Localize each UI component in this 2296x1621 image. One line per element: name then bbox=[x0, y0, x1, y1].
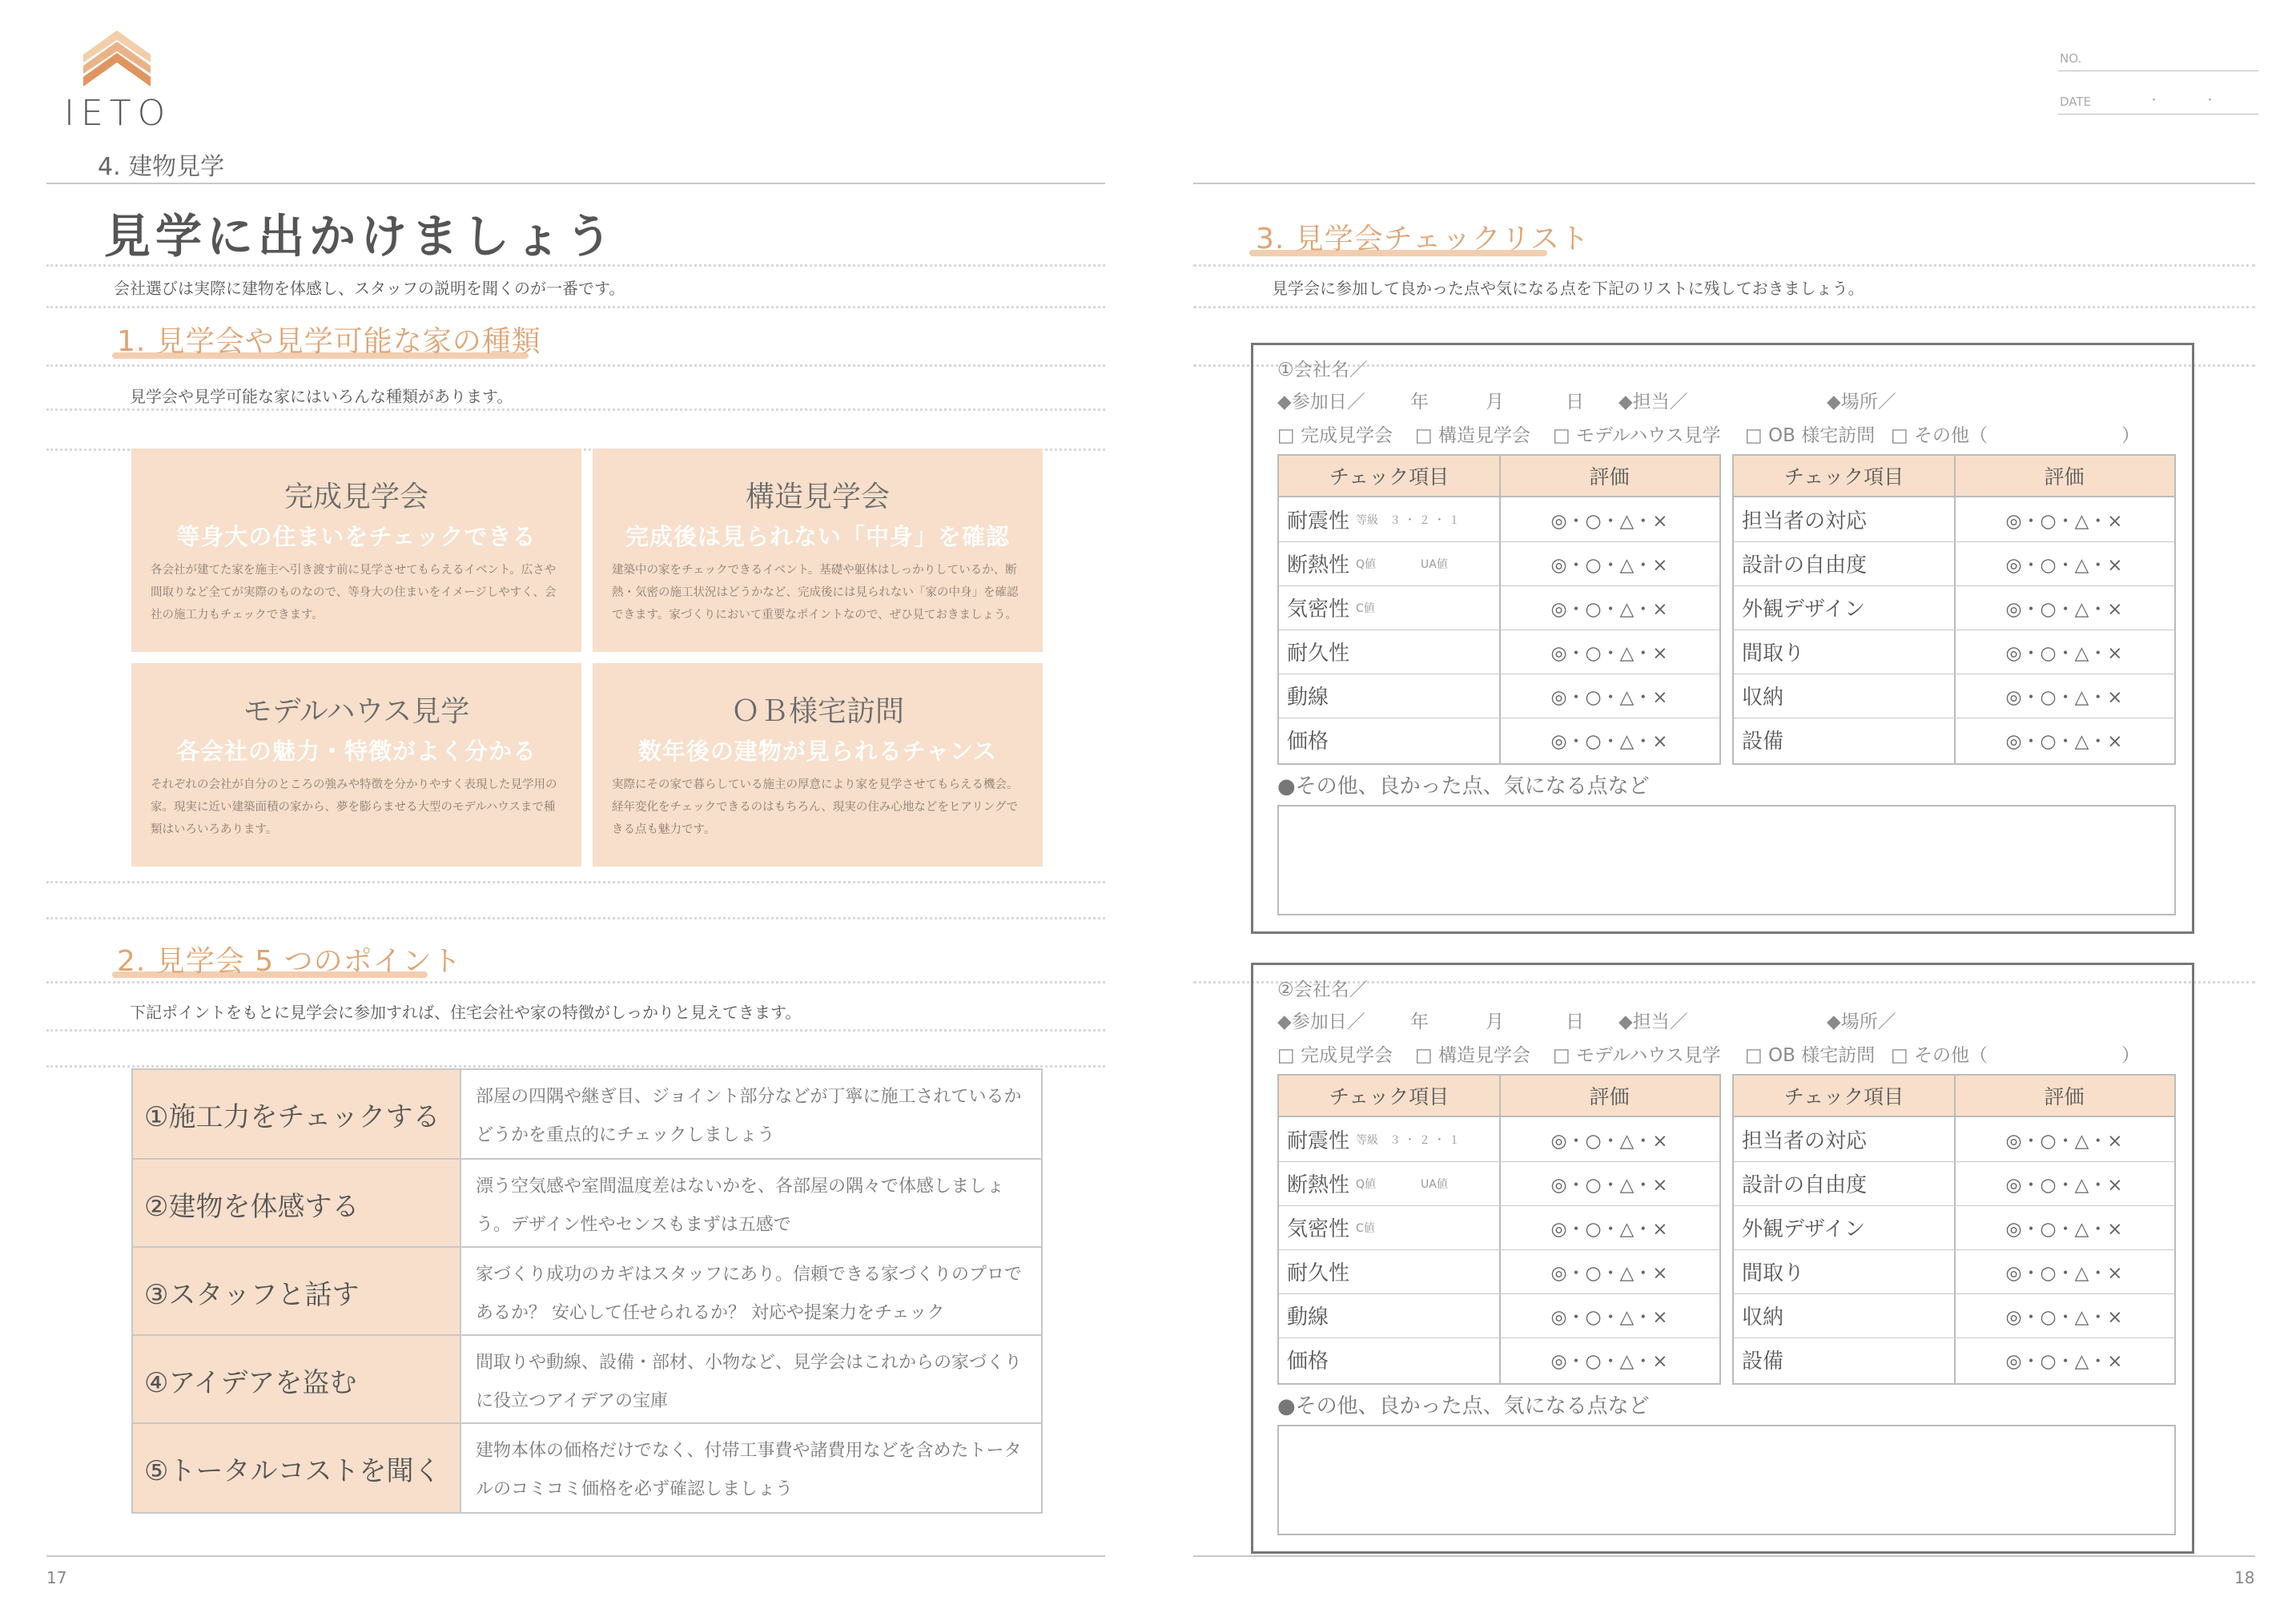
eval-options[interactable]: ◎・○・△・× bbox=[2005, 1351, 2123, 1372]
type-checkbox-model[interactable]: □ モデルハウス見学 bbox=[1553, 425, 1721, 446]
checklist-form-2 bbox=[1251, 963, 2194, 1554]
check-item: 動線 bbox=[1287, 1305, 1329, 1329]
no-label: NO. bbox=[2060, 51, 2082, 66]
date-separator: ・ bbox=[2148, 93, 2161, 107]
table-row bbox=[1279, 1293, 1719, 1338]
visit-date-field[interactable]: ◆参加日／ bbox=[1277, 1012, 1365, 1032]
table-row bbox=[1734, 497, 2174, 542]
month-label: 月 bbox=[1486, 1012, 1504, 1032]
eval-options[interactable]: ◎・○・△・× bbox=[1550, 731, 1668, 752]
check-table-right bbox=[1732, 454, 2176, 765]
eval-options[interactable]: ◎・○・△・× bbox=[2005, 511, 2123, 532]
staff-field[interactable]: ◆担当／ bbox=[1618, 392, 1688, 412]
item-note: 等級 ３ ・ ２ ・ １ bbox=[1356, 513, 1460, 527]
eval-options[interactable]: ◎・○・△・× bbox=[1550, 511, 1668, 532]
notes-textarea[interactable] bbox=[1277, 805, 2176, 915]
eval-options[interactable]: ◎・○・△・× bbox=[1550, 555, 1668, 576]
card-title: 構造見学会 bbox=[745, 481, 890, 513]
item-note: 等級 ３ ・ ２ ・ １ bbox=[1356, 1133, 1460, 1147]
eval-options[interactable]: ◎・○・△・× bbox=[1550, 1219, 1668, 1240]
dotted-line bbox=[46, 364, 1105, 367]
eval-options[interactable]: ◎・○・△・× bbox=[1550, 599, 1668, 620]
check-item: 設備 bbox=[1742, 730, 1784, 754]
type-checkbox-ob[interactable]: □ OB 様宅訪問 bbox=[1745, 425, 1876, 446]
check-item: 気密性 bbox=[1287, 597, 1350, 621]
point-label: ①施工力をチェックする bbox=[133, 1070, 461, 1158]
table-row bbox=[1734, 718, 2174, 762]
eval-options[interactable]: ◎・○・△・× bbox=[1550, 1263, 1668, 1284]
checklist-heading: 3. 見学会チェックリスト bbox=[1256, 223, 1590, 255]
card-model-house bbox=[131, 663, 581, 867]
check-item: 価格 bbox=[1287, 1349, 1329, 1374]
check-item: 耐震性 bbox=[1287, 509, 1350, 533]
dotted-line bbox=[46, 264, 1105, 267]
item-note: C値 bbox=[1356, 601, 1375, 615]
place-field[interactable]: ◆場所／ bbox=[1827, 1012, 1896, 1032]
checklist-lead: 見学会に参加して良かった点や気になる点を下記のリストに残しておきましょう。 bbox=[1272, 279, 1864, 298]
table-row bbox=[1279, 629, 1719, 674]
card-body: 各会社が建てた家を施主へ引き渡す前に見学させてもらえるイベント。広さや間取りなど全てが実際のものなので、等身大の住まいをイメージしやすく、会社の施工力もチェックできます。 bbox=[151, 564, 557, 621]
table-row bbox=[133, 1070, 1041, 1158]
point-label: ⑤トータルコストを聞く bbox=[133, 1424, 461, 1512]
notes-textarea[interactable] bbox=[1277, 1425, 2176, 1535]
check-item: 耐久性 bbox=[1287, 642, 1350, 666]
section-label: 4. 建物見学 bbox=[98, 153, 225, 181]
type-checkbox-other[interactable]: □ その他（ bbox=[1891, 425, 1988, 446]
section-2-lead: 下記ポイントをもとに見学会に参加すれば、住宅会社や家の特徴がしっかりと見えてきます。 bbox=[130, 1003, 802, 1022]
check-item: 動線 bbox=[1287, 686, 1329, 710]
eval-options[interactable]: ◎・○・△・× bbox=[1550, 643, 1668, 664]
table-row bbox=[1279, 1117, 1719, 1162]
table-row bbox=[1279, 1249, 1719, 1294]
check-item: 担当者の対応 bbox=[1742, 509, 1868, 533]
page-title: 見学に出かけましょう bbox=[104, 209, 617, 263]
item-note: Q値 UA値 bbox=[1356, 1177, 1448, 1191]
table-row bbox=[133, 1158, 1041, 1248]
table-row bbox=[1279, 718, 1719, 762]
card-complete-tour bbox=[131, 448, 581, 652]
th-eval: 評価 bbox=[1954, 456, 2174, 497]
card-subtitle: 完成後は見られない「中身」を確認 bbox=[625, 523, 1010, 550]
check-item: 収納 bbox=[1742, 686, 1784, 710]
eval-options[interactable]: ◎・○・△・× bbox=[2005, 643, 2123, 664]
day-label: 日 bbox=[1566, 1012, 1584, 1032]
date-label: DATE bbox=[2060, 95, 2092, 109]
check-item: 外観デザイン bbox=[1742, 1217, 1866, 1241]
check-item: 間取り bbox=[1742, 642, 1805, 666]
point-desc: 漂う空気感や室間温度差はないかを、各部屋の隅々で体感しましょう。デザイン性やセンスもまずは五感で bbox=[476, 1177, 1005, 1235]
eval-options[interactable]: ◎・○・△・× bbox=[2005, 599, 2123, 620]
page-lead: 会社選びは実際に建物を体感し、スタッフの説明を聞くのが一番です。 bbox=[114, 279, 625, 298]
table-row bbox=[133, 1246, 1041, 1336]
th-check-item: チェック項目 bbox=[1734, 456, 1954, 497]
check-item: 価格 bbox=[1287, 730, 1329, 754]
section-heading-2: 2. 見学会 5 つのポイント bbox=[117, 945, 462, 978]
check-item: 設計の自由度 bbox=[1742, 1173, 1868, 1197]
item-note: Q値 UA値 bbox=[1356, 557, 1448, 571]
item-note: C値 bbox=[1356, 1221, 1375, 1235]
eval-options[interactable]: ◎・○・△・× bbox=[2005, 1263, 2123, 1284]
date-separator: ・ bbox=[2204, 93, 2217, 107]
dotted-line bbox=[46, 917, 1105, 919]
check-table-right bbox=[1732, 1074, 2176, 1385]
day-label: 日 bbox=[1566, 392, 1584, 412]
table-row bbox=[1734, 1249, 2174, 1294]
staff-field[interactable]: ◆担当／ bbox=[1618, 1012, 1688, 1032]
section-1-lead: 見学会や見学可能な家にはいろんな種類があります。 bbox=[130, 387, 513, 406]
eval-options[interactable]: ◎・○・△・× bbox=[1550, 1131, 1668, 1152]
card-body: 建築中の家をチェックできるイベント。基礎や躯体はしっかりしているか、断熱・気密の施工状況はどうかなど、完成後には見られない「家の中身」を確認できます。家づくりにおいて重要なポイントなので、ぜひ見ておきましょう。 bbox=[612, 564, 1019, 621]
eval-options[interactable]: ◎・○・△・× bbox=[2005, 1131, 2123, 1152]
company-name-field[interactable]: ②会社名／ bbox=[1277, 979, 1368, 1000]
point-label: ④アイデアを盗む bbox=[133, 1336, 461, 1424]
other-close-paren: ） bbox=[2121, 1045, 2140, 1066]
card-structure-tour bbox=[593, 448, 1043, 652]
section-heading-1: 1. 見学会や見学可能な家の種類 bbox=[117, 325, 541, 358]
eval-options[interactable]: ◎・○・△・× bbox=[2005, 731, 2123, 752]
month-label: 月 bbox=[1486, 392, 1504, 412]
point-desc: 建物本体の価格だけでなく、付帯工事費や諸費用などを含めたトータルのコミコミ価格を必ず確認しましょう bbox=[476, 1441, 1022, 1499]
check-table-left bbox=[1277, 1074, 1721, 1385]
check-item: 設計の自由度 bbox=[1742, 553, 1868, 577]
th-check-item: チェック項目 bbox=[1279, 1076, 1499, 1117]
table-row bbox=[1734, 541, 2174, 586]
table-row bbox=[1734, 629, 2174, 674]
page-number-left: 17 bbox=[46, 1568, 67, 1587]
checklist-form-1 bbox=[1251, 343, 2194, 934]
point-label: ②建物を体感する bbox=[133, 1160, 461, 1248]
eval-options[interactable]: ◎・○・△・× bbox=[2005, 555, 2123, 576]
th-check-item: チェック項目 bbox=[1734, 1076, 1954, 1117]
table-row bbox=[1279, 674, 1719, 718]
check-item: 間取り bbox=[1742, 1261, 1805, 1285]
card-ob-visit bbox=[593, 663, 1043, 867]
table-row bbox=[1279, 541, 1719, 586]
point-desc: 部屋の四隅や継ぎ目、ジョイント部分などが丁寧に施工されているかどうかを重点的にチェックしましょう bbox=[476, 1087, 1022, 1145]
type-checkbox-model[interactable]: □ モデルハウス見学 bbox=[1553, 1045, 1721, 1066]
check-item: 断熱性 bbox=[1287, 553, 1350, 577]
card-title: モデルハウス見学 bbox=[243, 695, 470, 728]
th-eval: 評価 bbox=[1499, 1076, 1719, 1117]
th-check-item: チェック項目 bbox=[1279, 456, 1499, 497]
dotted-line bbox=[46, 1065, 1105, 1068]
table-row bbox=[1734, 585, 2174, 630]
company-name-field[interactable]: ①会社名／ bbox=[1277, 360, 1368, 380]
check-item: 設備 bbox=[1742, 1349, 1784, 1374]
eval-options[interactable]: ◎・○・△・× bbox=[2005, 1307, 2123, 1328]
dotted-line bbox=[1193, 264, 2255, 267]
card-subtitle: 数年後の建物が見られるチャンス bbox=[637, 738, 998, 765]
check-item: 外観デザイン bbox=[1742, 597, 1866, 621]
header-rule-right bbox=[1193, 183, 2255, 184]
logo bbox=[64, 30, 172, 135]
point-desc: 家づくり成功のカギはスタッフにあり。信頼できる家づくりのプロであるか？ 安心して任せられるか？ 対応や提案力をチェック bbox=[476, 1265, 1023, 1323]
table-row bbox=[1734, 1337, 2174, 1382]
table-row bbox=[133, 1422, 1041, 1512]
table-row bbox=[1279, 1337, 1719, 1382]
year-label: 年 bbox=[1410, 1012, 1429, 1032]
dotted-line bbox=[1193, 306, 2255, 308]
eval-options[interactable]: ◎・○・△・× bbox=[1550, 1351, 1668, 1372]
th-eval: 評価 bbox=[1954, 1076, 2174, 1117]
notes-label: ●その他、良かった点、気になる点など bbox=[1277, 1394, 1650, 1418]
check-item: 耐久性 bbox=[1287, 1261, 1350, 1285]
eval-options[interactable]: ◎・○・△・× bbox=[2005, 1219, 2123, 1240]
type-checkbox-complete[interactable]: □ 完成見学会 bbox=[1277, 425, 1393, 446]
notes-label: ●その他、良かった点、気になる点など bbox=[1277, 774, 1650, 798]
card-title: ＯＢ様宅訪問 bbox=[730, 695, 904, 728]
type-checkbox-complete[interactable]: □ 完成見学会 bbox=[1277, 1045, 1393, 1066]
visit-date-field[interactable]: ◆参加日／ bbox=[1277, 392, 1365, 412]
card-subtitle: 各会社の魅力・特徴がよく分かる bbox=[175, 738, 537, 765]
no-field-line bbox=[2058, 70, 2258, 71]
table-row bbox=[1279, 497, 1719, 542]
type-checkbox-ob[interactable]: □ OB 様宅訪問 bbox=[1745, 1045, 1876, 1066]
check-item: 気密性 bbox=[1287, 1217, 1350, 1241]
footer-rule-right bbox=[1193, 1555, 2255, 1557]
eval-options[interactable]: ◎・○・△・× bbox=[1550, 687, 1668, 708]
dotted-line bbox=[46, 408, 1105, 411]
dotted-line bbox=[46, 981, 1105, 983]
th-eval: 評価 bbox=[1499, 456, 1719, 497]
year-label: 年 bbox=[1410, 392, 1429, 412]
eval-options[interactable]: ◎・○・△・× bbox=[2005, 1175, 2123, 1196]
table-row bbox=[1734, 1117, 2174, 1162]
check-item: 耐震性 bbox=[1287, 1129, 1350, 1153]
eval-options[interactable]: ◎・○・△・× bbox=[1550, 1175, 1668, 1196]
dotted-line bbox=[46, 306, 1105, 308]
page-number-right: 18 bbox=[2234, 1568, 2255, 1587]
card-subtitle: 等身大の住まいをチェックできる bbox=[176, 523, 537, 550]
type-checkbox-other[interactable]: □ その他（ bbox=[1891, 1045, 1988, 1066]
eval-options[interactable]: ◎・○・△・× bbox=[1550, 1307, 1668, 1328]
table-row bbox=[1279, 1161, 1719, 1206]
points-table bbox=[131, 1068, 1043, 1514]
table-row bbox=[1734, 1205, 2174, 1250]
table-row bbox=[1279, 585, 1719, 630]
dotted-line bbox=[46, 1029, 1105, 1032]
table-row bbox=[1734, 1161, 2174, 1206]
table-row bbox=[1279, 1205, 1719, 1250]
point-desc: 間取りや動線、設備・部材、小物など、見学会はこれからの家づくりに役立つアイデアの宝庫 bbox=[476, 1353, 1023, 1411]
check-item: 収納 bbox=[1742, 1305, 1784, 1329]
check-table-left bbox=[1277, 454, 1721, 765]
card-body: 実際にその家で暮らしている施主の厚意により家を見学させてもらえる機会。経年変化をチェックできるのはもちろん、現実の住み心地などをヒアリングできる点も魅力です。 bbox=[612, 778, 1019, 836]
footer-rule-left bbox=[46, 1555, 1105, 1557]
place-field[interactable]: ◆場所／ bbox=[1827, 392, 1896, 412]
card-title: 完成見学会 bbox=[283, 481, 428, 513]
dotted-line bbox=[46, 881, 1105, 883]
logo-text: IETO bbox=[64, 93, 172, 134]
type-checkbox-structure[interactable]: □ 構造見学会 bbox=[1415, 1045, 1531, 1066]
card-body: それぞれの会社が自分のところの強みや特徴を分かりやすく表現した見学用の家。現実に近い建築面積の家から、夢を膨らませる大型のモデルハウスまで種類はいろいろあります。 bbox=[151, 778, 557, 836]
type-checkbox-structure[interactable]: □ 構造見学会 bbox=[1415, 425, 1531, 446]
table-row bbox=[1734, 674, 2174, 718]
header-rule-left bbox=[46, 183, 1105, 184]
table-row bbox=[1734, 1293, 2174, 1338]
point-label: ③スタッフと話す bbox=[133, 1248, 461, 1336]
check-item: 担当者の対応 bbox=[1742, 1129, 1868, 1153]
eval-options[interactable]: ◎・○・△・× bbox=[2005, 687, 2123, 708]
table-row bbox=[133, 1334, 1041, 1424]
other-close-paren: ） bbox=[2121, 425, 2140, 446]
house-logo-icon bbox=[83, 30, 151, 86]
date-field-line bbox=[2058, 114, 2258, 115]
check-item: 断熱性 bbox=[1287, 1173, 1350, 1197]
